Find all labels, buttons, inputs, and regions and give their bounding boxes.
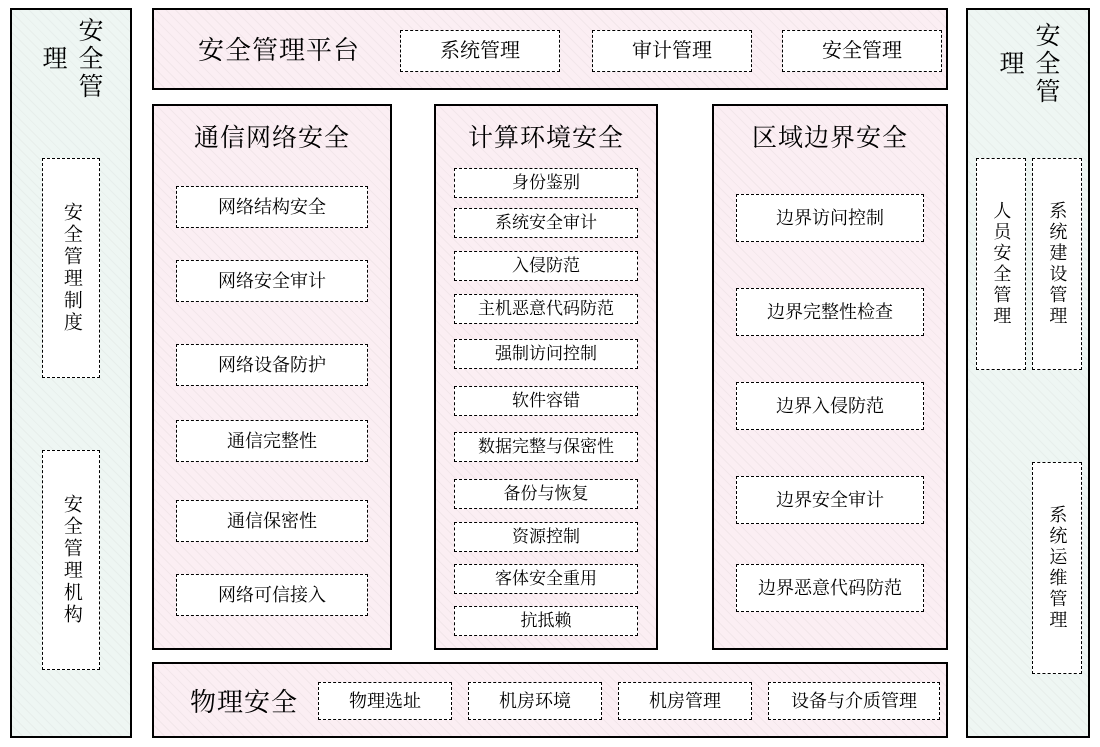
right-column-title: 安全管理 bbox=[996, 22, 1060, 106]
panel-1-item-7: 备份与恢复 bbox=[454, 479, 638, 509]
panel-2-item-4: 边界恶意代码防范 bbox=[736, 564, 924, 612]
panel-0-item-1: 网络安全审计 bbox=[176, 260, 368, 302]
panel-1-item-0: 身份鉴别 bbox=[454, 168, 638, 198]
header-button-audit-management[interactable]: 审计管理 bbox=[592, 30, 752, 72]
footer-item-0: 物理选址 bbox=[318, 682, 452, 720]
footer-item-3: 设备与介质管理 bbox=[768, 682, 940, 720]
panel-2-item-1: 边界完整性检查 bbox=[736, 288, 924, 336]
panel-0-item-4: 通信保密性 bbox=[176, 500, 368, 542]
panel-1-item-5: 软件容错 bbox=[454, 386, 638, 416]
panel-1-item-6: 数据完整与保密性 bbox=[454, 432, 638, 462]
right-column-item-1: 系统建设管理 bbox=[1032, 158, 1082, 370]
panel-1-item-9: 客体安全重用 bbox=[454, 564, 638, 594]
panel-1-item-1: 系统安全审计 bbox=[454, 208, 638, 238]
panel-2-item-0: 边界访问控制 bbox=[736, 194, 924, 242]
panel-1-title: 计算环境安全 bbox=[467, 124, 624, 152]
panel-1-item-3: 主机恶意代码防范 bbox=[454, 294, 638, 324]
panel-2-title: 区域边界安全 bbox=[751, 124, 908, 152]
footer-title: 物理安全 bbox=[189, 686, 298, 717]
right-column-item-2: 系统运维管理 bbox=[1032, 462, 1082, 674]
panel-2-item-3: 边界安全审计 bbox=[736, 476, 924, 524]
panel-1-item-4: 强制访问控制 bbox=[454, 339, 638, 369]
panel-0-title: 通信网络安全 bbox=[193, 124, 350, 152]
left-column-title: 安全管理 bbox=[39, 17, 103, 101]
panel-1-item-10: 抗抵赖 bbox=[454, 606, 638, 636]
left-column-item-0: 安全管理制度 bbox=[42, 158, 100, 378]
panel-0-item-2: 网络设备防护 bbox=[176, 344, 368, 386]
panel-1-item-2: 入侵防范 bbox=[454, 251, 638, 281]
header-button-system-management[interactable]: 系统管理 bbox=[400, 30, 560, 72]
footer-item-1: 机房环境 bbox=[468, 682, 602, 720]
panel-1-item-8: 资源控制 bbox=[454, 522, 638, 552]
panel-0-item-5: 网络可信接入 bbox=[176, 574, 368, 616]
platform-title: 安全管理平台 bbox=[197, 34, 360, 65]
panel-2-item-2: 边界入侵防范 bbox=[736, 382, 924, 430]
right-column-item-0: 人员安全管理 bbox=[976, 158, 1026, 370]
panel-0-item-0: 网络结构安全 bbox=[176, 186, 368, 228]
panel-0-item-3: 通信完整性 bbox=[176, 420, 368, 462]
left-column-item-1: 安全管理机构 bbox=[42, 450, 100, 670]
header-button-security-management[interactable]: 安全管理 bbox=[782, 30, 942, 72]
footer-item-2: 机房管理 bbox=[618, 682, 752, 720]
